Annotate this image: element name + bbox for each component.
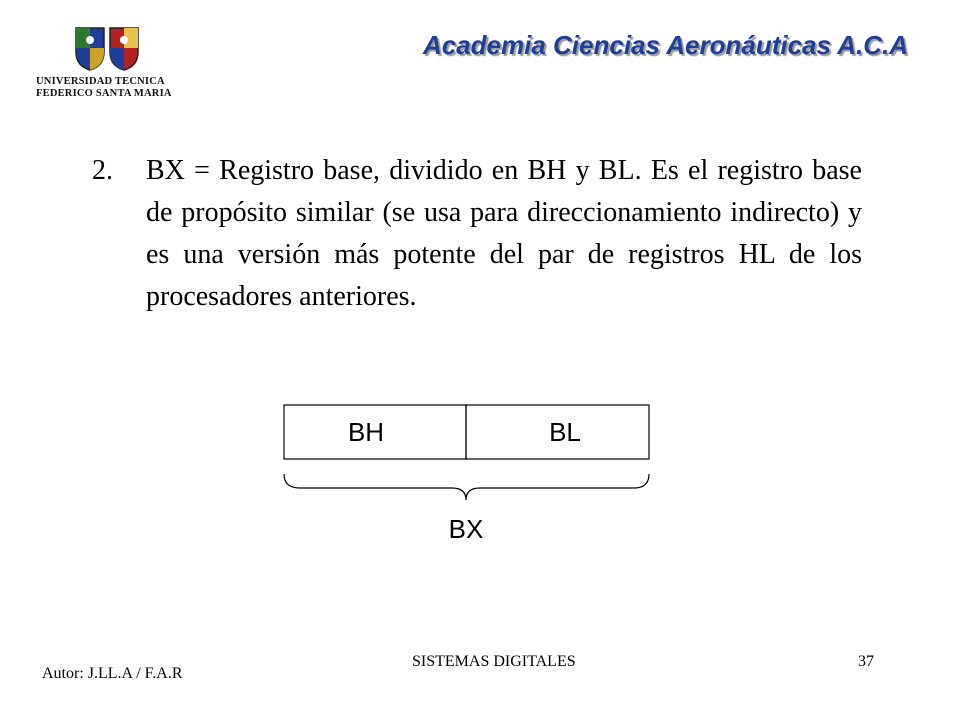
footer-course: SISTEMAS DIGITALES: [412, 653, 576, 670]
register-name-label: BX: [448, 514, 484, 544]
logo-text-line1: UNIVERSIDAD TECNICA: [36, 76, 165, 87]
logo-text-line2: FEDERICO SANTA MARIA: [36, 88, 172, 99]
footer-author: Autor: J.LL.A / F.A.R: [42, 665, 183, 682]
register-low-label: BL: [549, 417, 581, 447]
list-item-text: BX = Registro base, dividido en BH y BL. Es el registro base de propósito similar (se usa para direccionamiento indirecto) y es una versión más potente del par de registros HL de los procesadores anteriores.: [146, 155, 862, 312]
page-number: 37: [858, 653, 874, 670]
page-title: Academia Ciencias Aeronáuticas A.C.A: [422, 30, 908, 60]
register-high-label: BH: [347, 417, 385, 447]
list-item-number: 2.: [92, 155, 113, 186]
register-brace: [284, 474, 649, 500]
